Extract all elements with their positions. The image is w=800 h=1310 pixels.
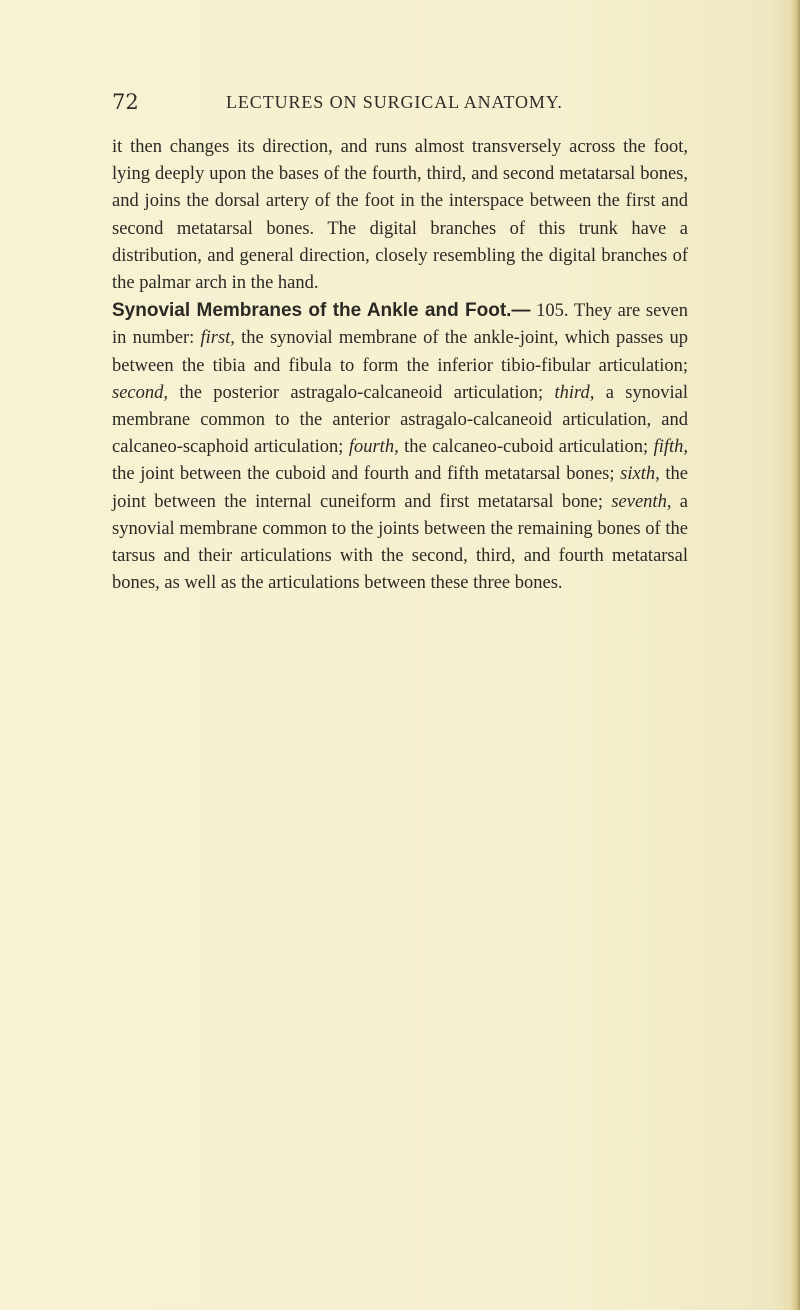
ordinal-sixth: sixth, bbox=[620, 464, 660, 485]
page-edge-shadow bbox=[790, 0, 800, 1310]
ordinal-second: second, bbox=[112, 382, 168, 403]
paragraph-number: 105. bbox=[536, 301, 569, 322]
item-second-text: the posterior astragalo-calcaneoid articulation; bbox=[168, 382, 555, 403]
ordinal-seventh: seventh, bbox=[611, 491, 672, 512]
section-heading: Synovial Membranes of the Ankle and Foot.— bbox=[112, 300, 531, 322]
running-title: LECTURES ON SURGICAL ANATOMY. bbox=[226, 92, 563, 112]
section-intro: They are seven in number: bbox=[112, 301, 688, 349]
ordinal-fourth: fourth, bbox=[348, 437, 399, 458]
page-header bbox=[112, 90, 712, 116]
ordinal-third: third, bbox=[554, 382, 595, 403]
section-paragraph bbox=[112, 297, 688, 597]
item-first-text: the synovial membrane of the ankle-joint, which passes up between the tibia and fibula to form the inferior tibio-fibular articulation; bbox=[112, 328, 688, 376]
ordinal-fifth: fifth, bbox=[653, 437, 688, 458]
item-third-text: a synovial membrane common to the anterior astragalo-calcaneoid articulation, and calcaneo-scaphoid articulation; bbox=[112, 382, 688, 458]
body-text bbox=[112, 134, 688, 597]
item-fourth-text: the calcaneo-cuboid articulation; bbox=[398, 437, 654, 458]
page-number: 72 bbox=[112, 90, 139, 114]
ordinal-first: first, bbox=[200, 328, 235, 349]
continuation-paragraph: it then changes its direction, and runs almost transversely across the foot, lying deeply upon the bases of the fourth, third, and second metatarsal bones, and joins the dorsal artery of the foot in the interspace between the first and second metatarsal bones. The digital branches of this trunk have a distribution, and general direction, closely resembling the digital branches of the palmar arch in the hand. bbox=[112, 137, 688, 294]
item-sixth-text: the joint between the internal cuneiform and first metatarsal bone; bbox=[112, 464, 688, 512]
item-fifth-text: the joint between the cuboid and fourth and fifth metatarsal bones; bbox=[112, 464, 621, 485]
item-seventh-text: a synovial membrane common to the joints between the remaining bones of the tarsus and their articulations with the second, third, and fourth metatarsal bones, as well as the articulations between these three bones. bbox=[112, 491, 689, 594]
